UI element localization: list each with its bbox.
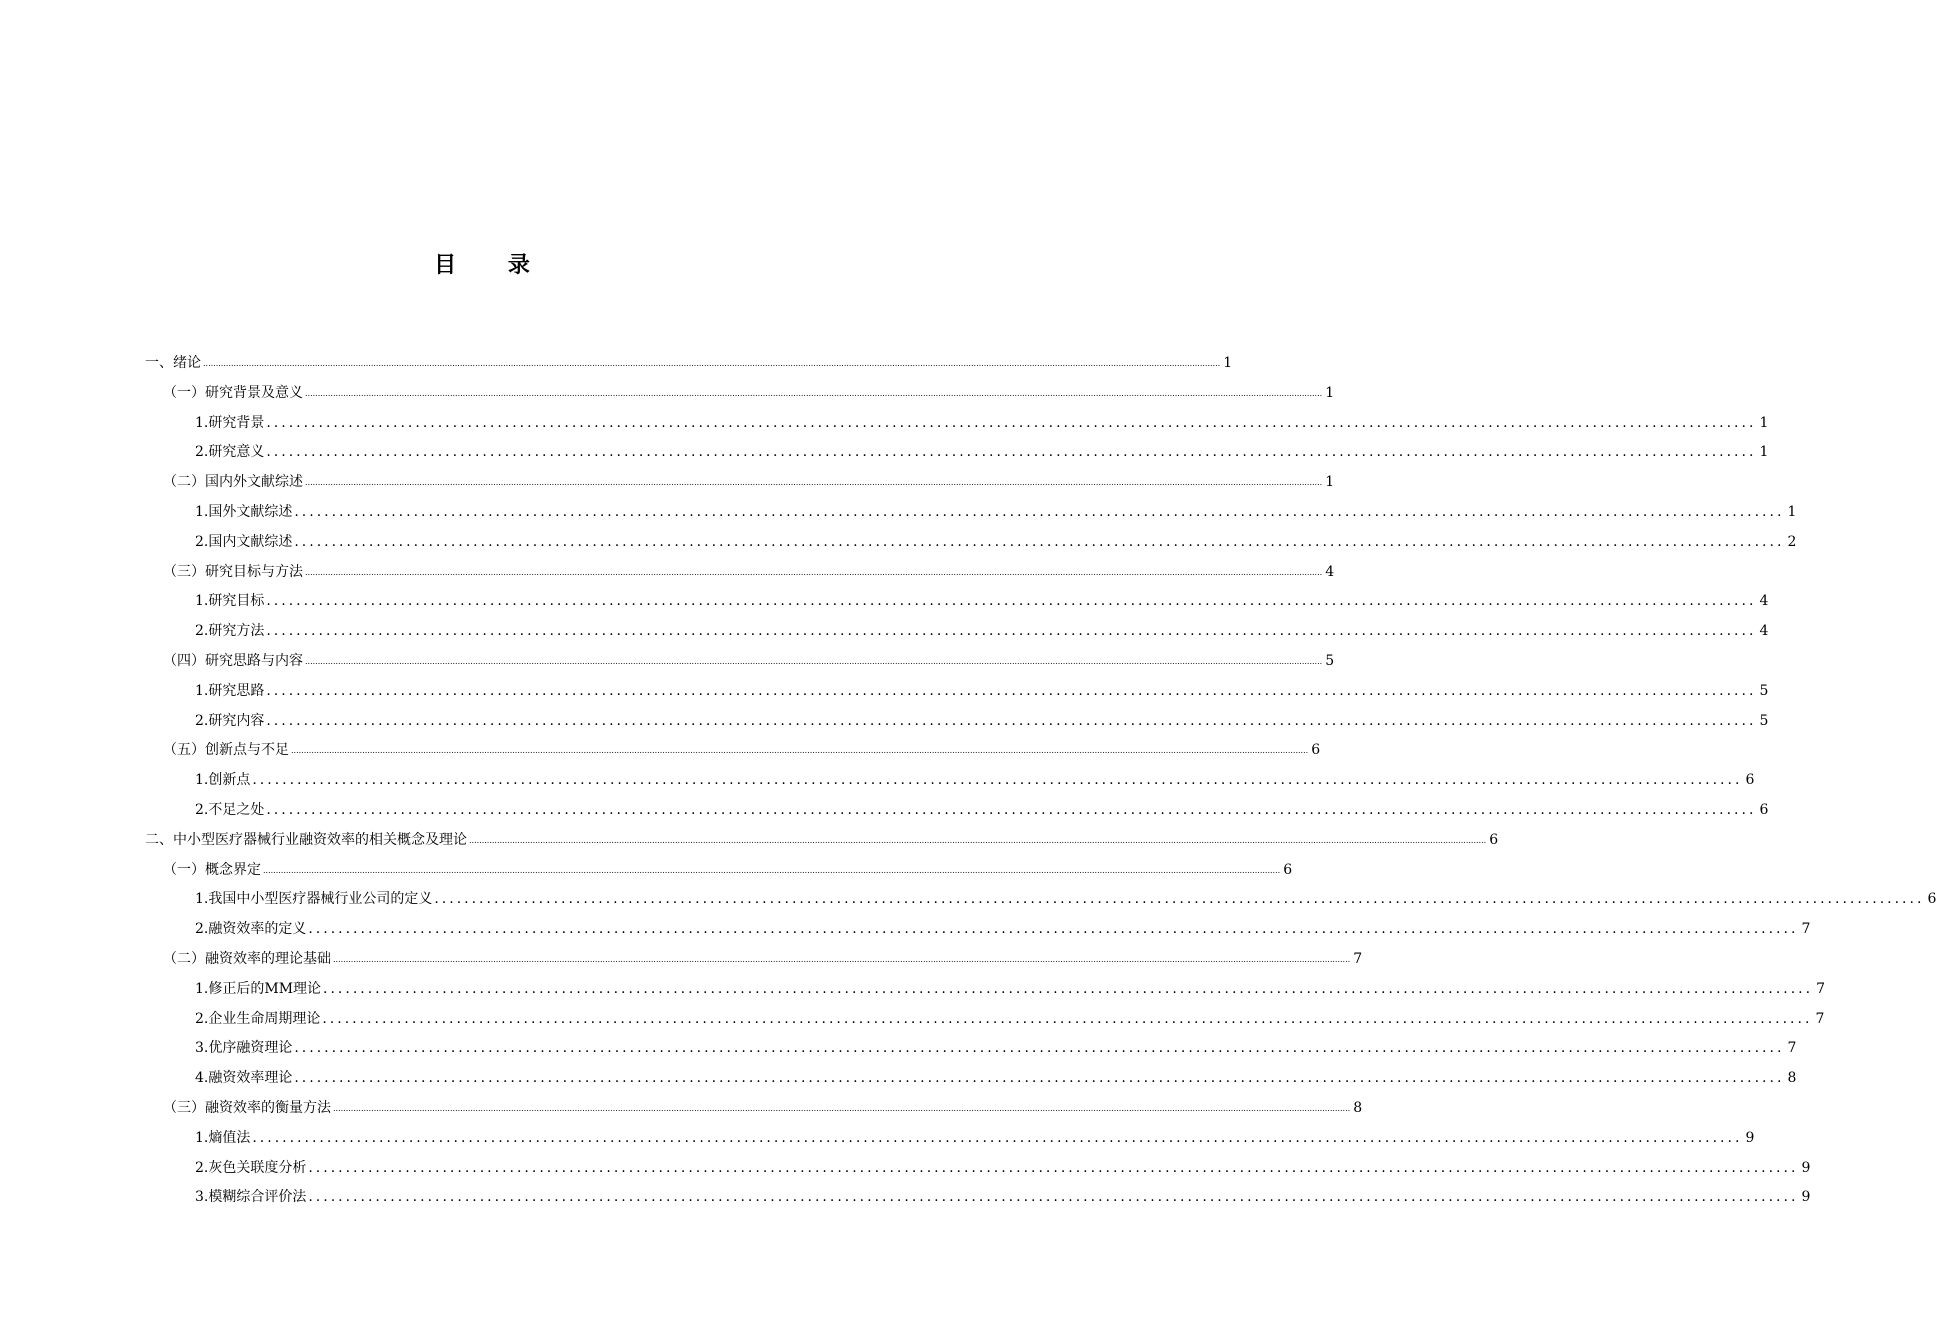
dot-leader: ........................................................................................................................................................................................................: [294, 504, 1785, 520]
toc-entry[interactable]: [195, 916, 1811, 938]
toc-entry-text: 2.国内文献综述: [195, 533, 293, 550]
dot-leader: ................................................................................................................................................................................................................................................................................................................................................................................................................: [333, 1104, 1351, 1113]
dot-leader: ................................................................................................................................................................................................................................................................................................................................................................................................................: [305, 657, 1323, 666]
dot-leader: ................................................................................................................................................................................................................................................................................................................................................................................................................: [291, 746, 1309, 756]
toc-entry[interactable]: [145, 350, 1233, 372]
dot-leader: ................................................................................................................................................................................................................................................................................................................................................................................................................: [469, 835, 1487, 845]
toc-entry[interactable]: [195, 1006, 1825, 1028]
dot-leader: ........................................................................................................................................................................................................: [323, 980, 1814, 997]
toc-entry[interactable]: [195, 1155, 1811, 1177]
dot-leader: ........................................................................................................................................................................................................: [266, 802, 1757, 818]
toc-entry-text: （一）研究背景及意义: [163, 384, 303, 401]
toc-entry-text: 3.优序融资理论: [195, 1040, 293, 1057]
toc-entry-page-number: 5: [1759, 712, 1769, 729]
toc-entry[interactable]: [195, 976, 1826, 998]
toc-entry[interactable]: [195, 1125, 1755, 1147]
toc-entry[interactable]: [145, 827, 1499, 849]
toc-entry-text: 二、中小型医疗器械行业融资效率的相关概念及理论: [145, 831, 467, 848]
toc-entry-text: （三）融资效率的衡量方法: [163, 1100, 331, 1116]
toc-entry-page-number: 8: [1353, 1100, 1363, 1116]
toc-entry[interactable]: [195, 767, 1755, 789]
toc-entry-page-number: 9: [1801, 1189, 1811, 1206]
dot-leader: ................................................................................................................................................................................................................................................................................................................................................................................................................: [305, 567, 1323, 577]
toc-entry-page-number: 1: [1325, 384, 1335, 401]
toc-entry-text: 2.融资效率的定义: [195, 921, 307, 938]
toc-entry[interactable]: [195, 499, 1797, 521]
toc-entry[interactable]: [195, 618, 1769, 640]
toc-entry-text: 1.研究思路: [195, 682, 265, 699]
toc-entry-page-number: 7: [1816, 980, 1826, 997]
toc-entry-text: 1.熵值法: [195, 1129, 251, 1146]
toc-entry-text: 2.研究意义: [195, 444, 265, 461]
toc-entry[interactable]: [195, 529, 1797, 551]
toc-entry-text: 2.研究内容: [195, 712, 265, 729]
toc-entry-page-number: 6: [1927, 891, 1936, 908]
toc-entry-text: 3.模糊综合评价法: [195, 1189, 307, 1206]
dot-leader: ........................................................................................................................................................................................................: [294, 1040, 1785, 1057]
toc-entry-text: 1.修正后的MM理论: [195, 980, 322, 997]
dot-leader: ................................................................................................................................................................................................................................................................................................................................................................................................................: [305, 388, 1323, 398]
toc-entry-text: 一、绪论: [145, 355, 201, 371]
dot-leader: ........................................................................................................................................................................................................: [434, 891, 1925, 908]
toc-entry-page-number: 6: [1745, 772, 1755, 789]
toc-entry-page-number: 1: [1759, 444, 1769, 461]
toc-entry-page-number: 6: [1283, 861, 1293, 878]
dot-leader: ........................................................................................................................................................................................................: [322, 1010, 1813, 1027]
dot-leader: ........................................................................................................................................................................................................: [266, 623, 1757, 640]
toc-entry-page-number: 8: [1787, 1070, 1797, 1087]
toc-entry-page-number: 7: [1353, 951, 1363, 967]
toc-entry-page-number: 5: [1325, 653, 1335, 669]
toc-entry-page-number: 7: [1815, 1010, 1825, 1027]
toc-entry-text: 1.研究目标: [195, 593, 265, 610]
dot-leader: ................................................................................................................................................................................................................................................................................................................................................................................................................: [203, 359, 1221, 368]
toc-entry-text: 2.研究方法: [195, 623, 265, 640]
toc-entry[interactable]: [163, 857, 1293, 879]
toc-entry[interactable]: [163, 469, 1335, 491]
toc-entry[interactable]: [195, 588, 1769, 610]
toc-entry-page-number: 5: [1759, 682, 1769, 699]
dot-leader: ........................................................................................................................................................................................................: [266, 414, 1757, 431]
toc-entry-text: 1.创新点: [195, 772, 251, 789]
toc-entry-text: （四）研究思路与内容: [163, 653, 303, 669]
toc-entry-page-number: 1: [1787, 504, 1797, 520]
toc-entry[interactable]: [163, 559, 1335, 581]
toc-entry[interactable]: [195, 439, 1769, 461]
toc-entry-page-number: 2: [1787, 533, 1797, 550]
toc-title: 目 录: [434, 253, 552, 278]
toc-entry-text: 2.企业生命周期理论: [195, 1010, 321, 1027]
dot-leader: ........................................................................................................................................................................................................: [308, 921, 1799, 938]
toc-entry-text: （五）创新点与不足: [163, 742, 289, 759]
toc-entry-text: （二）国内外文献综述: [163, 474, 303, 491]
toc-entry[interactable]: [195, 1035, 1797, 1057]
toc-entry-text: 1.我国中小型医疗器械行业公司的定义: [195, 891, 433, 908]
toc-entry[interactable]: [163, 737, 1321, 759]
toc-entry-page-number: 4: [1325, 563, 1335, 580]
dot-leader: ........................................................................................................................................................................................................: [294, 533, 1785, 550]
toc-entry-page-number: 9: [1745, 1129, 1755, 1146]
toc-entry-text: 2.灰色关联度分析: [195, 1159, 307, 1176]
toc-entry-page-number: 6: [1489, 831, 1499, 848]
toc-entry-page-number: 9: [1801, 1159, 1811, 1176]
dot-leader: ........................................................................................................................................................................................................: [266, 712, 1757, 729]
toc-entry[interactable]: [163, 380, 1335, 402]
toc-entry-text: 4.融资效率理论: [195, 1070, 293, 1087]
toc-entry[interactable]: [195, 678, 1769, 700]
toc-entry-text: （一）概念界定: [163, 861, 261, 878]
toc-entry[interactable]: [195, 410, 1769, 432]
dot-leader: ................................................................................................................................................................................................................................................................................................................................................................................................................: [305, 478, 1323, 488]
toc-entry-text: （三）研究目标与方法: [163, 563, 303, 580]
dot-leader: ................................................................................................................................................................................................................................................................................................................................................................................................................: [333, 955, 1351, 964]
toc-entry-page-number: 1: [1325, 474, 1335, 491]
toc-entry-text: 1.国外文献综述: [195, 504, 293, 520]
toc-entry-page-number: 1: [1223, 355, 1233, 371]
toc-entry[interactable]: [163, 946, 1363, 968]
toc-entry-page-number: 6: [1759, 802, 1769, 818]
dot-leader: ........................................................................................................................................................................................................: [294, 1070, 1785, 1087]
toc-entry-text: （二）融资效率的理论基础: [163, 951, 331, 967]
dot-leader: ........................................................................................................................................................................................................: [266, 593, 1757, 610]
dot-leader: ........................................................................................................................................................................................................: [252, 772, 1743, 789]
dot-leader: ........................................................................................................................................................................................................: [308, 1189, 1799, 1206]
toc-entry[interactable]: [195, 1184, 1811, 1206]
dot-leader: ........................................................................................................................................................................................................: [266, 444, 1757, 461]
toc-entry-page-number: 7: [1801, 921, 1811, 938]
toc-entry-page-number: 7: [1787, 1040, 1797, 1057]
dot-leader: ........................................................................................................................................................................................................: [266, 682, 1757, 699]
dot-leader: ................................................................................................................................................................................................................................................................................................................................................................................................................: [263, 865, 1281, 875]
toc-entry-page-number: 4: [1759, 593, 1769, 610]
toc-entry-page-number: 1: [1759, 414, 1769, 431]
toc-entry[interactable]: [195, 708, 1769, 730]
toc-entry[interactable]: [163, 648, 1335, 670]
toc-entry[interactable]: [195, 1065, 1797, 1087]
toc-entry-text: 2.不足之处: [195, 802, 265, 818]
toc-entry[interactable]: [195, 797, 1769, 819]
toc-entry-page-number: 4: [1759, 623, 1769, 640]
toc-entry-text: 1.研究背景: [195, 414, 265, 431]
toc-entry[interactable]: [163, 1095, 1363, 1117]
toc-entry[interactable]: [195, 886, 1936, 908]
dot-leader: ........................................................................................................................................................................................................: [308, 1159, 1799, 1176]
dot-leader: ........................................................................................................................................................................................................: [252, 1129, 1743, 1146]
toc-entry-page-number: 6: [1311, 742, 1321, 759]
